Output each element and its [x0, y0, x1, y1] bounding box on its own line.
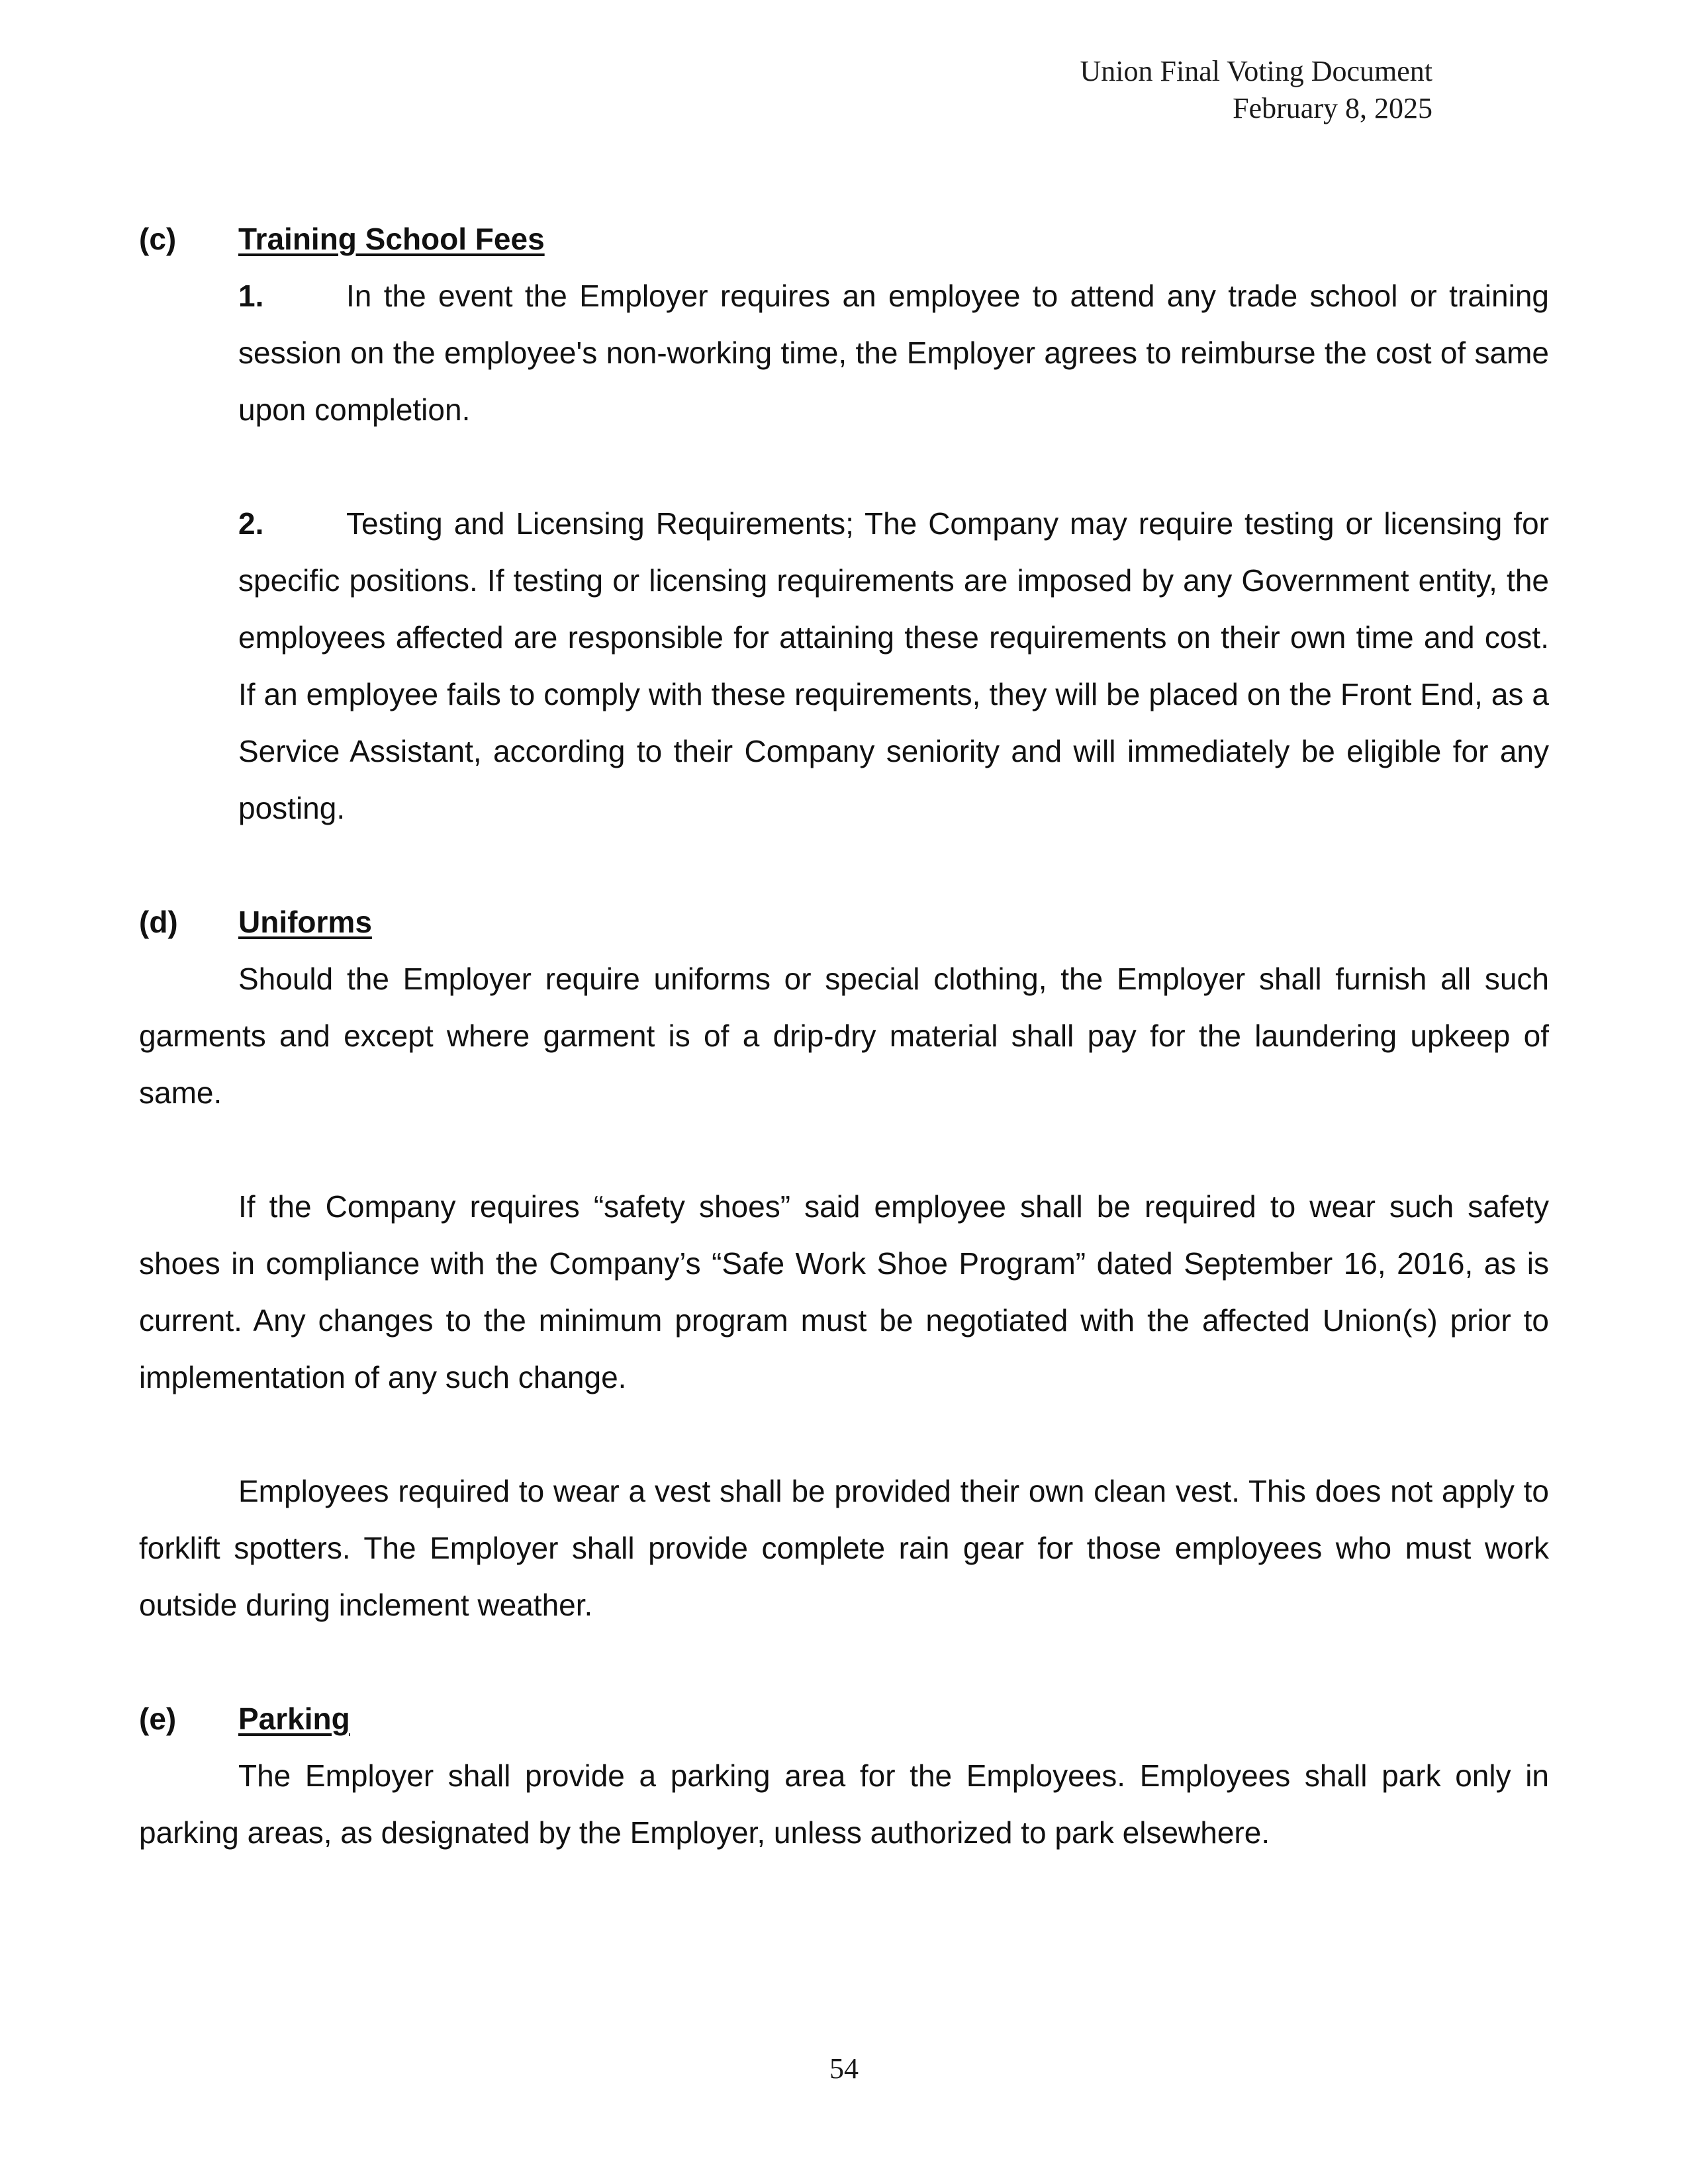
section-heading	[139, 1690, 1549, 1747]
paragraph: The Employer shall provide a parking area for the Employees. Employees shall park only in parking areas, as designated by the Employer, unless authorized to park elsewhere.	[139, 1758, 1549, 1850]
document-body	[139, 210, 1549, 1861]
header-title: Union Final Voting Document	[1080, 55, 1432, 87]
numbered-item	[238, 267, 1549, 438]
item-text: In the event the Employer requires an employee to attend any trade school or training session on the employee's non-working time, the Employer agrees to reimburse the cost of same upon completion.	[238, 279, 1549, 427]
section-title: Uniforms	[238, 905, 372, 939]
section-heading	[139, 893, 1549, 950]
section-heading	[139, 210, 1549, 267]
item-number: 2.	[238, 506, 264, 541]
paragraph: If the Company requires “safety shoes” said employee shall be required to wear such safety shoes in compliance with the Company’s “Safe Work Shoe Program” dated September 16, 2016, as is current. Any changes to the minimum program must be negotiated with the affected Union(s) prior to implementation of any such change.	[139, 1189, 1549, 1394]
item-number: 1.	[238, 279, 264, 313]
section-uniforms	[139, 893, 1549, 1633]
page-header	[1080, 53, 1433, 127]
page-number: 54	[829, 2052, 859, 2085]
header-date: February 8, 2025	[1233, 92, 1432, 124]
item-text: Testing and Licensing Requirements; The Company may require testing or licensing for specific positions. If testing or licensing requirements are imposed by any Government entity, the employees affected are responsible for attaining these requirements on their own time and cost. If an employee fails to comply with these requirements, they will be placed on the Front End, as a Service Assistant, according to their Company seniority and will immediately be eligible for any posting.	[238, 506, 1549, 825]
section-title: Training School Fees	[238, 222, 545, 256]
paragraph: Should the Employer require uniforms or special clothing, the Employer shall furnish all such garments and except where garment is of a drip-dry material shall pay for the laundering upkeep of same.	[139, 962, 1549, 1110]
section-letter: (d)	[139, 905, 178, 939]
section-title: Parking	[238, 1702, 350, 1736]
section-letter: (e)	[139, 1702, 177, 1736]
paragraph: Employees required to wear a vest shall be provided their own clean vest. This does not apply to forklift spotters. The Employer shall provide complete rain gear for those employees who must work outside during inclement weather.	[139, 1474, 1549, 1622]
section-parking	[139, 1690, 1549, 1861]
section-letter: (c)	[139, 222, 177, 256]
section-training-school-fees	[139, 210, 1549, 837]
numbered-item	[238, 495, 1549, 837]
